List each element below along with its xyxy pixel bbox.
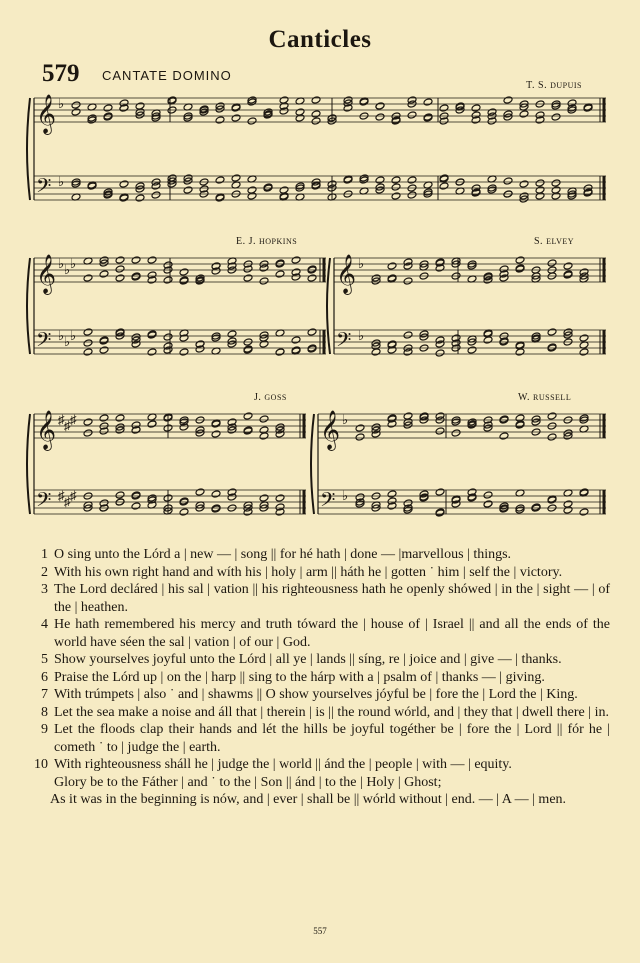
note-head	[231, 114, 241, 122]
note-head	[579, 334, 589, 342]
treble-clef-icon: 𝄞	[36, 410, 57, 450]
doxology-line-1: Glory be to the Fáther | and ˙ to the | Son || ánd | to the | Holy | Ghost;	[54, 774, 442, 790]
flat-icon: ♭	[58, 328, 65, 343]
treble-clef-icon: 𝄞	[320, 410, 341, 450]
verse-4: 4 He hath remembered his mercy and truth tóward the | house of | Israel || and all the ends of the world have séen the sal | vation | of our | God.	[41, 617, 610, 650]
note-head	[243, 274, 253, 282]
note-head	[227, 330, 237, 338]
note-head	[547, 412, 557, 420]
note-head	[407, 111, 417, 119]
bass-clef-icon: 𝄢	[36, 174, 52, 202]
treble-clef-icon: 𝄞	[36, 254, 57, 294]
note-head	[215, 116, 225, 124]
note-head	[467, 346, 477, 354]
note-head	[259, 415, 269, 423]
system-brace	[311, 414, 314, 514]
note-head	[71, 108, 81, 116]
note-head	[391, 192, 401, 200]
note-head	[243, 412, 253, 420]
note-head	[519, 180, 529, 188]
note-head	[147, 420, 157, 428]
note-head	[503, 177, 513, 185]
doxology-line-2: As it was in the beginning is nów, and | ever | shall be || wórld without | end. — | A — | men.	[50, 792, 567, 807]
sharp-icon: ♯	[64, 418, 71, 433]
bass-clef-icon: 𝄢	[336, 328, 352, 356]
note-head	[355, 433, 365, 441]
note-head	[579, 348, 589, 356]
note-head	[311, 117, 321, 125]
note-head	[259, 494, 269, 502]
note-head	[147, 348, 157, 356]
note-head	[483, 491, 493, 499]
note-head	[115, 265, 125, 273]
sharp-icon: ♯	[70, 412, 77, 427]
note-head	[151, 191, 161, 199]
note-head	[83, 429, 93, 437]
note-head	[247, 117, 257, 125]
note-head	[375, 113, 385, 121]
note-head	[275, 348, 285, 356]
note-head	[131, 256, 141, 264]
note-head	[435, 488, 445, 496]
note-head	[83, 418, 93, 426]
note-head	[563, 262, 573, 270]
flat-icon: ♭	[70, 256, 77, 271]
note-head	[311, 96, 321, 104]
note-head	[535, 179, 545, 187]
flat-icon: ♭	[58, 256, 65, 271]
verse-9: 9 Let the floods clap their hands and lét the hills be joyful togéther be | fore the | Lord || fór he | cometh ˙ to | judge the | earth.	[41, 722, 610, 755]
note-head	[291, 256, 301, 264]
note-head	[503, 96, 513, 104]
note-head	[211, 490, 221, 498]
note-head	[403, 277, 413, 285]
note-head	[307, 328, 317, 336]
note-head	[135, 194, 145, 202]
flat-icon: ♭	[58, 174, 65, 189]
note-head	[547, 433, 557, 441]
section-title: Canticles	[268, 26, 372, 53]
flat-icon: ♭	[358, 256, 365, 271]
note-head	[515, 256, 525, 264]
note-head	[387, 262, 397, 270]
note-head	[83, 339, 93, 347]
flat-icon: ♭	[64, 334, 71, 349]
sharp-icon: ♯	[58, 412, 65, 427]
note-head	[179, 508, 189, 516]
note-head	[115, 414, 125, 422]
note-head	[147, 256, 157, 264]
note-head	[115, 256, 125, 264]
note-head	[259, 277, 269, 285]
note-head	[471, 104, 481, 112]
note-head	[195, 488, 205, 496]
note-head	[275, 494, 285, 502]
note-head	[387, 490, 397, 498]
flat-icon: ♭	[70, 328, 77, 343]
composer-russell: W. RUSSELL	[518, 392, 572, 403]
note-head	[179, 348, 189, 356]
note-head	[83, 348, 93, 356]
verse-1: 1 O sing unto the Lórd a | new — | song || for hé hath | done — |marvellous | things.	[41, 547, 512, 562]
note-head	[375, 102, 385, 110]
flat-icon: ♭	[358, 328, 365, 343]
note-head	[83, 328, 93, 336]
hymn-title: CANTATE DOMINO	[102, 68, 232, 83]
note-head	[439, 182, 449, 190]
note-head	[551, 179, 561, 187]
note-head	[131, 502, 141, 510]
sharp-icon: ♯	[58, 488, 65, 503]
note-head	[103, 104, 113, 112]
sharp-icon: ♯	[70, 488, 77, 503]
note-head	[183, 186, 193, 194]
note-head	[519, 110, 529, 118]
note-head	[99, 414, 109, 422]
verse-10: 10 With righteousness sháll he | judge the | world || ánd the | people | with — | equity.	[34, 757, 512, 772]
flat-icon: ♭	[342, 412, 349, 427]
note-head	[215, 176, 225, 184]
system-brace	[27, 414, 30, 514]
note-head	[311, 110, 321, 118]
note-head	[99, 270, 109, 278]
note-head	[483, 500, 493, 508]
composer-elvey: S. ELVEY	[534, 236, 575, 247]
note-head	[375, 176, 385, 184]
verse-6: 6 Praise the Lórd up | on the | harp || sing to the hárp with a | psalm of | thanks — | giving.	[41, 669, 545, 685]
note-head	[291, 336, 301, 344]
note-head	[439, 104, 449, 112]
note-head	[579, 508, 589, 516]
note-head	[435, 349, 445, 357]
note-head	[231, 174, 241, 182]
note-head	[119, 180, 129, 188]
note-head	[547, 259, 557, 267]
hymn-number: 579	[42, 60, 80, 87]
note-head	[391, 183, 401, 191]
note-head	[499, 432, 509, 440]
note-head	[355, 424, 365, 432]
sharp-icon: ♯	[64, 494, 71, 509]
composer-hopkins: E. J. HOPKINS	[236, 236, 298, 247]
note-head	[307, 274, 317, 282]
flat-icon: ♭	[64, 262, 71, 277]
note-head	[423, 98, 433, 106]
note-head	[83, 274, 93, 282]
verse-8: 8 Let the sea make a noise and áll that | therein | is || the round wórld, and | they that | dwell there | in.	[41, 704, 609, 720]
verse-3: 3 The Lord decláred | his sal | vation || his righteousness hath he openly shówed | in the | sight — | of the | heathen.	[41, 582, 610, 615]
note-head	[71, 101, 81, 109]
verse-2: 2 With his own right hand and wíth his | holy | arm || háth he | gotten ˙ him | self the | victory.	[41, 564, 563, 580]
composer-dupuis: T. S. DUPUIS	[526, 80, 582, 91]
note-head	[551, 113, 561, 121]
note-head	[407, 176, 417, 184]
note-head	[211, 430, 221, 438]
composer-goss: J. GOSS	[254, 392, 287, 403]
note-head	[163, 333, 173, 341]
note-head	[407, 191, 417, 199]
bass-clef-icon: 𝄢	[320, 488, 336, 516]
note-head	[435, 427, 445, 435]
bass-clef-icon: 𝄢	[36, 328, 52, 356]
system-brace	[27, 98, 30, 200]
note-head	[99, 346, 109, 354]
note-head	[275, 270, 285, 278]
bass-clef-icon: 𝄢	[36, 488, 52, 516]
note-head	[403, 331, 413, 339]
note-head	[115, 274, 125, 282]
verse-7: 7 With trúmpets | also ˙ and | shawms || O show yourselves jóyful be | fore the | Lord the | King.	[41, 687, 578, 702]
chant-text	[30, 546, 610, 809]
note-head	[391, 176, 401, 184]
system-brace	[327, 258, 330, 354]
flat-icon: ♭	[58, 96, 65, 111]
page-number: 557	[313, 926, 327, 936]
treble-clef-icon: 𝄞	[336, 254, 357, 294]
treble-clef-icon: 𝄞	[36, 94, 57, 134]
system-brace	[27, 258, 30, 354]
note-head	[547, 328, 557, 336]
note-head	[179, 268, 189, 276]
verse-5: 5 Show yourselves joyful unto the Lórd | all ye | lands || síng, re | joice and | give — | thanks.	[41, 652, 562, 667]
note-head	[163, 276, 173, 284]
flat-icon: ♭	[342, 488, 349, 503]
note-head	[451, 429, 461, 437]
note-head	[115, 491, 125, 499]
